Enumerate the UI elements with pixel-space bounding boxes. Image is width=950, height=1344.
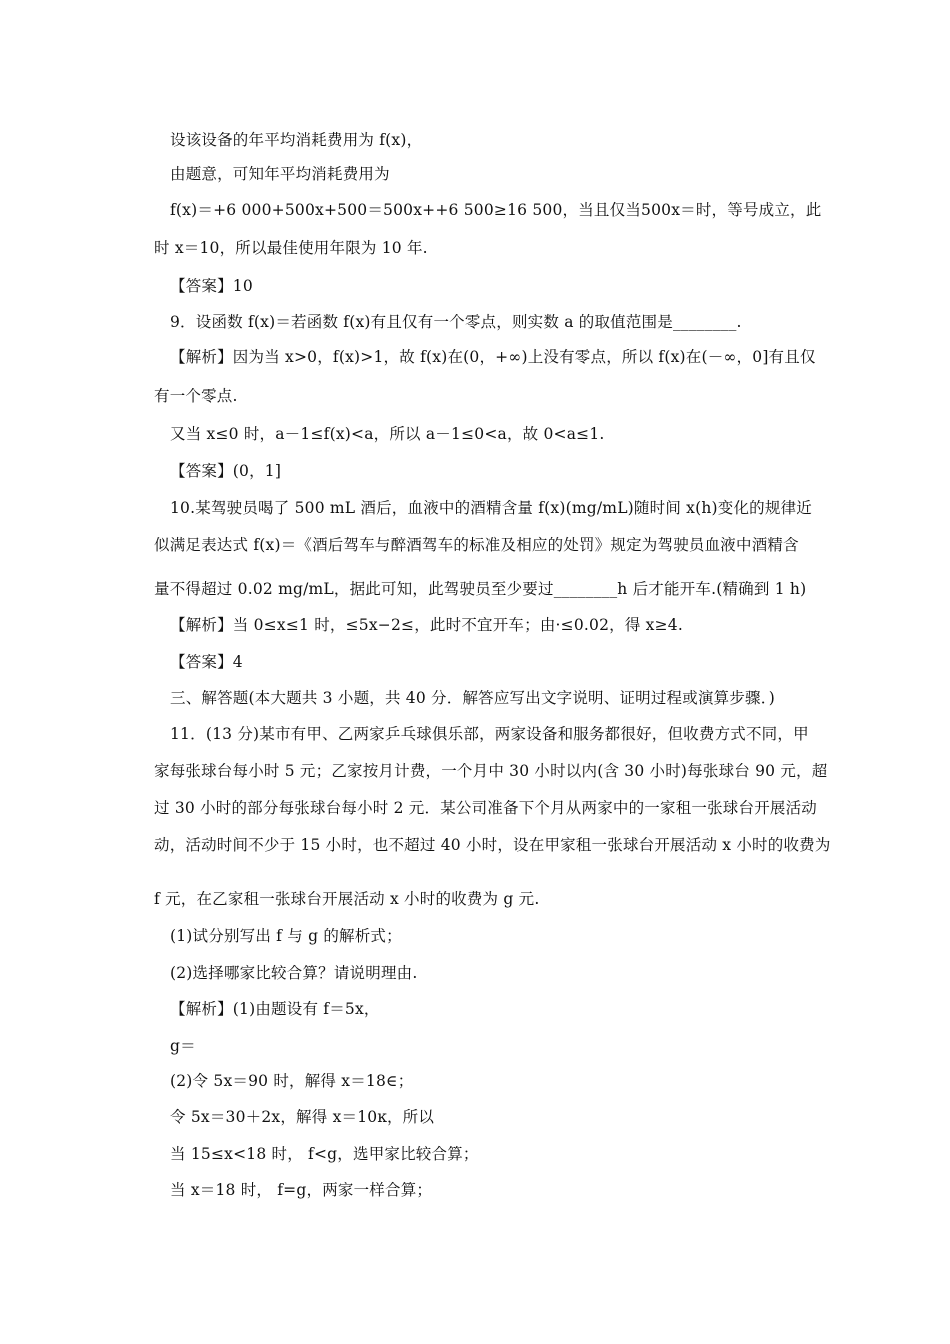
text-line: (2)令 5x＝90 时，解得 x＝18∈； bbox=[170, 1072, 414, 1090]
answer-label: 【答案】10 bbox=[170, 277, 253, 295]
text-line: f(x)＝+6 000+500x+500＝500x++6 500≥16 500，当且仅当500x＝时，等号成立，此 bbox=[170, 201, 822, 219]
text-line: 又当 x≤0 时，a－1≤f(x)<a，所以 a－1≤0<a，故 0<a≤1. bbox=[170, 425, 605, 443]
text-line: (2)选择哪家比较合算？请说明理由. bbox=[170, 964, 418, 982]
text-line: 时 x＝10，所以最佳使用年限为 10 年. bbox=[154, 239, 428, 257]
text-line: 由题意，可知年平均消耗费用为 bbox=[170, 165, 390, 183]
text-line: 动，活动时间不少于 15 小时，也不超过 40 小时，设在甲家租一张球台开展活动 x 小时的收费为 bbox=[154, 836, 831, 854]
text-line: 令 5x＝30＋2x，解得 x＝10ĸ，所以 bbox=[170, 1108, 435, 1126]
text-line: 设该设备的年平均消耗费用为 f(x)， bbox=[170, 131, 423, 149]
text-line: 【解析】因为当 x>0，f(x)>1，故 f(x)在(0，+∞)上没有零点，所以 f(x)在(－∞，0]有且仅 bbox=[170, 348, 816, 366]
text-line: 当 15≤x<18 时， f<g，选甲家比较合算； bbox=[170, 1145, 479, 1163]
question-9: 9．设函数 f(x)＝若函数 f(x)有且仅有一个零点，则实数 a 的取值范围是________. bbox=[170, 313, 742, 331]
question-11: 11．(13 分)某市有甲、乙两家乒乓球俱乐部，两家设备和服务都很好，但收费方式不同，甲 bbox=[170, 725, 809, 743]
text-line: 家每张球台每小时 5 元；乙家按月计费，一个月中 30 小时以内(含 30 小时)每张球台 90 元，超 bbox=[154, 762, 828, 780]
answer-label: 【答案】4 bbox=[170, 653, 243, 671]
answer-label: 【答案】(0，1] bbox=[170, 462, 282, 480]
text-line: 过 30 小时的部分每张球台每小时 2 元．某公司准备下个月从两家中的一家租一张球台开展活动 bbox=[154, 799, 817, 817]
question-10: 10.某驾驶员喝了 500 mL 酒后，血液中的酒精含量 f(x)(mg/mL)随时间 x(h)变化的规律近 bbox=[170, 499, 812, 517]
text-line: 【解析】当 0≤x≤1 时，≤5x−2≤，此时不宜开车；由·≤0.02，得 x≥4. bbox=[170, 616, 683, 634]
text-line: 似满足表达式 f(x)＝《酒后驾车与醉酒驾车的标准及相应的处罚》规定为驾驶员血液中酒精含 bbox=[154, 536, 799, 554]
text-line: 量不得超过 0.02 mg/mL，据此可知，此驾驶员至少要过________h 后才能开车.(精确到 1 h) bbox=[154, 580, 807, 598]
text-line: f 元，在乙家租一张球台开展活动 x 小时的收费为 g 元. bbox=[154, 890, 540, 908]
text-line: 有一个零点. bbox=[154, 387, 238, 405]
text-line: g＝ bbox=[170, 1037, 196, 1055]
section-heading: 三、解答题(本大题共 3 小题，共 40 分．解答应写出文字说明、证明过程或演算步骤．) bbox=[170, 689, 775, 707]
text-line: (1)试分别写出 f 与 g 的解析式； bbox=[170, 927, 402, 945]
text-line: 当 x＝18 时， f=g，两家一样合算； bbox=[170, 1181, 433, 1199]
text-line: 【解析】(1)由题设有 f＝5x， bbox=[170, 1000, 380, 1018]
